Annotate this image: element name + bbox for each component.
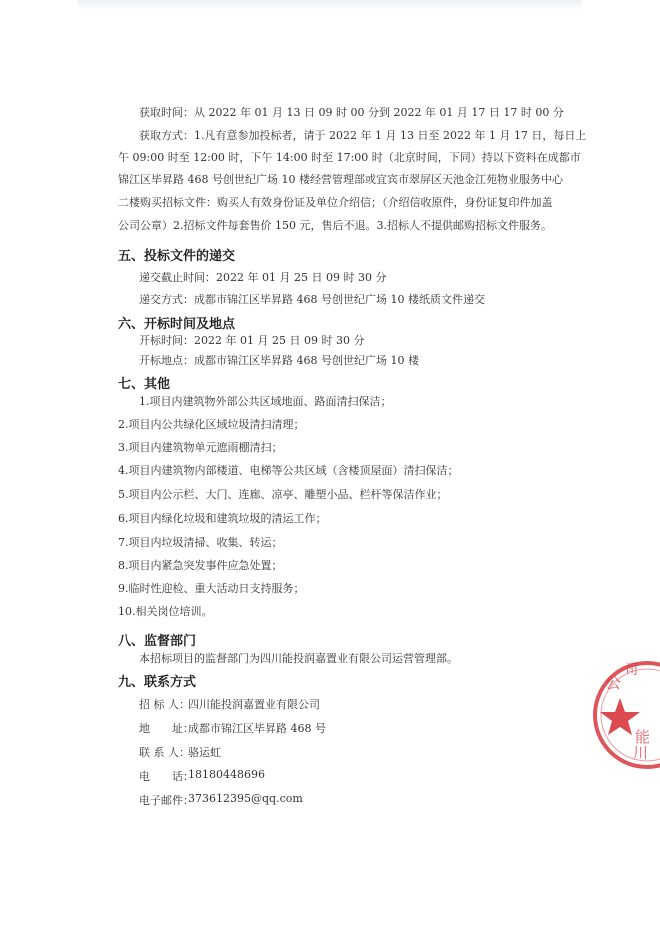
svg-text:公: 公 [605, 673, 622, 692]
list-item: 4.项目内建筑物内部楼道、电梯等公共区域（含楼顶屋面）清扫保洁； [118, 464, 459, 477]
acquire-time: 获取时间：从 2022 年 01 月 13 日 09 时 00 分到 2022 年 01 月 17 日 17 时 00 分 [139, 106, 564, 119]
acquire-method-line: 午 09:00 时至 12:00 时，下午 14:00 时至 17:00 时（北京时间，下同）持以下资料在成都市 [118, 151, 581, 164]
section-heading-other: 七、其他 [118, 377, 171, 392]
contact-label-address: 地 址： [139, 722, 194, 735]
contact-value-tenderer: 四川能投润嘉置业有限公司 [188, 698, 320, 711]
contact-value-person: 骆运虹 [188, 746, 221, 759]
list-item: 10.相关岗位培训。 [118, 605, 213, 618]
acquire-method-line: 二楼购买招标文件：购买人有效身份证及单位介绍信；（介绍信收原件，身份证复印件加盖 [118, 196, 553, 209]
list-item: 2.项目内公共绿化区域垃圾清扫清理； [118, 418, 305, 431]
list-item: 5.项目内公示栏、大门、连廊、凉亭、雕塑小品、栏杆等保洁作业； [118, 488, 448, 501]
contact-label-phone: 电 话： [139, 770, 194, 783]
section-heading-submission: 五、投标文件的递交 [118, 249, 236, 264]
opening-place: 开标地点：成都市锦江区毕昇路 468 号创世纪广场 10 楼 [139, 354, 419, 367]
acquire-method-line: 锦江区毕昇路 468 号创世纪广场 10 楼经营管理部或宜宾市翠屏区天池金江苑物业服务中心 [118, 173, 563, 186]
list-item: 1.项目内建筑物外部公共区域地面、路面清扫保洁； [139, 395, 392, 408]
supervision-text: 本招标项目的监督部门为四川能投润嘉置业有限公司运营管理部。 [139, 652, 458, 665]
company-seal [585, 650, 660, 780]
submission-deadline: 递交截止时间：2022 年 01 月 25 日 09 时 30 分 [139, 271, 387, 284]
opening-time: 开标时间：2022 年 01 月 25 日 09 时 30 分 [139, 334, 365, 347]
acquire-method-line: 获取方式：1.凡有意参加投标者，请于 2022 年 1 月 13 日至 2022 年 1 月 17 日，每日上 [139, 129, 587, 142]
acquire-method-line: 公司公章）2.招标文件每套售价 150 元，售后不退。3.招标人不提供邮购招标文件服务。 [118, 219, 552, 232]
list-item: 8.项目内紧急突发事件应急处置； [118, 559, 283, 572]
contact-value-phone: 18180448696 [188, 768, 265, 781]
svg-text:司: 司 [625, 663, 639, 678]
seal-star-icon [600, 698, 640, 735]
list-item: 3.项目内建筑物单元遮雨棚清扫； [118, 441, 283, 454]
section-heading-contact: 九、联系方式 [118, 675, 197, 690]
section-heading-supervision: 八、监督部门 [118, 634, 197, 649]
contact-value-email: 373612395@qq.com [188, 792, 303, 805]
list-item: 6.项目内绿化垃圾和建筑垃圾的清运工作； [118, 512, 327, 525]
contact-label-email: 电子邮件： [139, 794, 194, 807]
contact-label-person: 联 系 人： [139, 746, 190, 759]
submission-method: 递交方式：成都市锦江区毕昇路 468 号创世纪广场 10 楼纸质文件递交 [139, 293, 485, 306]
list-item: 7.项目内垃圾清掃、收集、转运； [118, 536, 283, 549]
contact-label-tenderer: 招 标 人： [139, 698, 190, 711]
section-heading-opening: 六、开标时间及地点 [118, 317, 236, 332]
contact-value-address: 成都市锦江区毕昇路 468 号 [188, 722, 326, 735]
svg-text:川: 川 [633, 744, 649, 762]
list-item: 9.临时性迎检、重大活动日支持服务； [118, 582, 305, 595]
svg-text:能: 能 [635, 728, 651, 746]
